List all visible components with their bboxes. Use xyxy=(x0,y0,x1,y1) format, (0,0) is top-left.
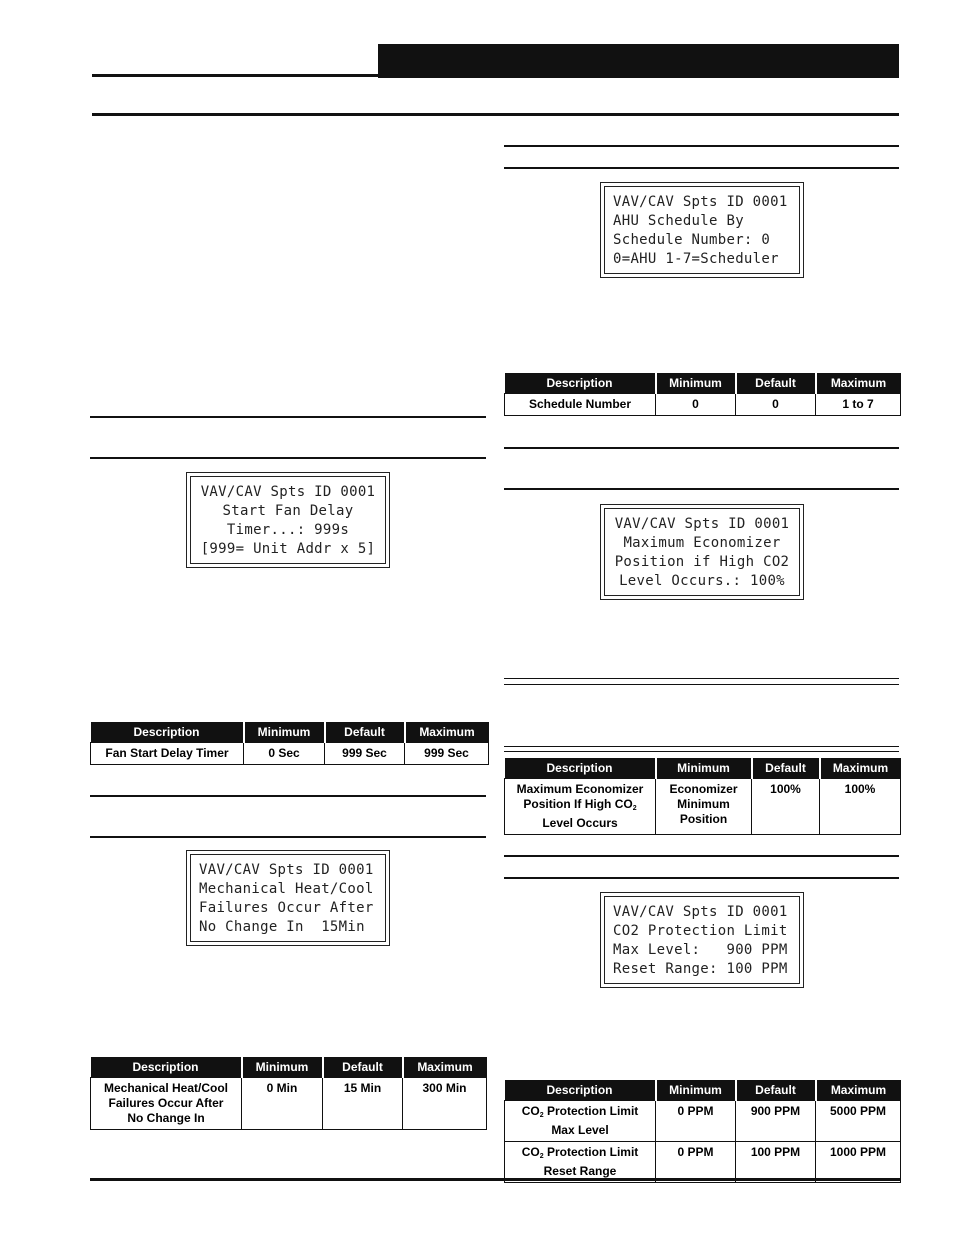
lcd-line: Maximum Economizer xyxy=(623,535,781,551)
col-default: Default xyxy=(736,373,816,394)
lcd-line: Failures Occur After xyxy=(199,900,374,916)
cell-minimum xyxy=(656,779,752,835)
lcd-line: VAV/CAV Spts ID 0001 xyxy=(613,194,788,210)
footer-rule xyxy=(90,1178,900,1181)
cell-text: Minimum xyxy=(677,797,730,811)
section-rule xyxy=(504,684,899,685)
cell-minimum: 0 Min xyxy=(242,1078,323,1130)
col-maximum: Maximum xyxy=(405,722,489,743)
lcd-economizer xyxy=(600,504,804,600)
section-rule xyxy=(90,416,486,418)
header-rule xyxy=(92,113,899,116)
cell-text: Mechanical Heat/Cool xyxy=(103,1081,229,1095)
col-default: Default xyxy=(325,722,405,743)
cell-maximum: 999 Sec xyxy=(405,743,489,765)
lcd-line: No Change In 15Min xyxy=(199,919,365,935)
cell-maximum: 300 Min xyxy=(403,1078,487,1130)
lcd-line: AHU Schedule By xyxy=(613,213,744,229)
table-row xyxy=(91,743,489,765)
cell-text-part: Protection Limit xyxy=(543,1145,639,1159)
table-economizer xyxy=(504,758,901,835)
table-row xyxy=(91,1078,487,1130)
table-fan-delay xyxy=(90,722,489,765)
col-minimum: Minimum xyxy=(656,373,736,394)
section-rule xyxy=(504,488,899,490)
section-rule xyxy=(504,145,899,147)
section-rule xyxy=(90,836,486,838)
lcd-line: Reset Range: 100 PPM xyxy=(613,961,788,977)
lcd-line: Level Occurs.: 100% xyxy=(619,573,785,589)
col-minimum: Minimum xyxy=(244,722,325,743)
cell-description xyxy=(505,779,656,835)
cell-text: Failures Occur After xyxy=(108,1096,224,1110)
cell-minimum: 0 Sec xyxy=(244,743,325,765)
subscript: 2 xyxy=(632,805,637,812)
cell-text: Position xyxy=(679,812,728,826)
col-description: Description xyxy=(505,1080,656,1101)
table-row xyxy=(505,1142,901,1183)
cell-text: Level Occurs xyxy=(542,816,618,830)
lcd-line: 0=AHU 1-7=Scheduler xyxy=(613,251,779,267)
cell-text: Economizer xyxy=(669,782,738,796)
cell-text-part: Position If High CO xyxy=(523,797,633,811)
subscript: 2 xyxy=(539,1112,544,1119)
cell-text: Reset Range xyxy=(543,1164,617,1178)
table-row xyxy=(505,394,901,416)
lcd-mech-fail xyxy=(186,850,390,946)
col-description: Description xyxy=(91,1057,242,1078)
lcd-fan-delay xyxy=(186,472,390,568)
header-underline xyxy=(92,74,378,77)
cell-minimum: 0 PPM xyxy=(656,1101,736,1142)
cell-maximum: 1 to 7 xyxy=(816,394,901,416)
col-maximum: Maximum xyxy=(403,1057,487,1078)
cell-text-part: CO xyxy=(521,1145,540,1159)
cell-text-part: Protection Limit xyxy=(543,1104,639,1118)
lcd-line: VAV/CAV Spts ID 0001 xyxy=(613,904,788,920)
cell-maximum: 100% xyxy=(820,779,901,835)
cell-minimum: 0 xyxy=(656,394,736,416)
table-mech-fail xyxy=(90,1057,487,1130)
lcd-line: VAV/CAV Spts ID 0001 xyxy=(199,862,374,878)
table-co2 xyxy=(504,1080,901,1183)
cell-description: Schedule Number xyxy=(505,394,656,416)
col-maximum: Maximum xyxy=(816,1080,901,1101)
cell-default: 999 Sec xyxy=(325,743,405,765)
section-rule xyxy=(504,746,899,747)
cell-description xyxy=(505,1101,656,1142)
lcd-line: Start Fan Delay xyxy=(222,503,354,519)
lcd-line: Max Level: 900 PPM xyxy=(613,942,788,958)
lcd-line: Position if High CO2 xyxy=(614,554,790,570)
subscript: 2 xyxy=(539,1153,544,1160)
cell-default: 900 PPM xyxy=(736,1101,816,1142)
cell-minimum: 0 PPM xyxy=(656,1142,736,1183)
table-schedule xyxy=(504,373,901,416)
col-maximum: Maximum xyxy=(816,373,901,394)
lcd-line: CO2 Protection Limit xyxy=(613,923,788,939)
cell-text: Maximum Economizer xyxy=(516,782,644,796)
cell-text xyxy=(507,797,653,816)
cell-default: 15 Min xyxy=(323,1078,403,1130)
table-row xyxy=(505,779,901,835)
section-rule xyxy=(504,678,899,679)
lcd-line: Mechanical Heat/Cool xyxy=(199,881,374,897)
cell-maximum: 5000 PPM xyxy=(816,1101,901,1142)
col-description: Description xyxy=(505,758,656,779)
col-minimum: Minimum xyxy=(242,1057,323,1078)
cell-description xyxy=(91,1078,242,1130)
lcd-line: Schedule Number: 0 xyxy=(613,232,771,248)
col-default: Default xyxy=(752,758,820,779)
section-rule xyxy=(504,167,899,169)
section-rule xyxy=(504,751,899,752)
cell-description: Fan Start Delay Timer xyxy=(91,743,244,765)
cell-default: 100% xyxy=(752,779,820,835)
lcd-line: VAV/CAV Spts ID 0001 xyxy=(614,516,790,532)
cell-text xyxy=(507,1104,653,1123)
section-rule xyxy=(504,855,899,857)
col-default: Default xyxy=(736,1080,816,1101)
col-default: Default xyxy=(323,1057,403,1078)
cell-maximum: 1000 PPM xyxy=(816,1142,901,1183)
header-black-bar xyxy=(378,44,899,78)
cell-text xyxy=(507,1145,653,1164)
col-description: Description xyxy=(505,373,656,394)
cell-text: No Change In xyxy=(127,1111,205,1125)
section-rule xyxy=(504,447,899,449)
col-minimum: Minimum xyxy=(656,1080,736,1101)
lcd-line: [999= Unit Addr x 5] xyxy=(200,541,376,557)
col-description: Description xyxy=(91,722,244,743)
cell-default: 0 xyxy=(736,394,816,416)
section-rule xyxy=(90,795,486,797)
section-rule xyxy=(90,457,486,459)
lcd-line: VAV/CAV Spts ID 0001 xyxy=(200,484,376,500)
cell-default: 100 PPM xyxy=(736,1142,816,1183)
lcd-line: Timer...: 999s xyxy=(226,522,350,538)
table-row xyxy=(505,1101,901,1142)
lcd-ahu-schedule xyxy=(600,182,804,278)
cell-text: Max Level xyxy=(551,1123,609,1137)
section-rule xyxy=(504,877,899,879)
col-minimum: Minimum xyxy=(656,758,752,779)
col-maximum: Maximum xyxy=(820,758,901,779)
cell-description xyxy=(505,1142,656,1183)
cell-text-part: CO xyxy=(521,1104,540,1118)
lcd-co2-limit xyxy=(600,892,804,988)
